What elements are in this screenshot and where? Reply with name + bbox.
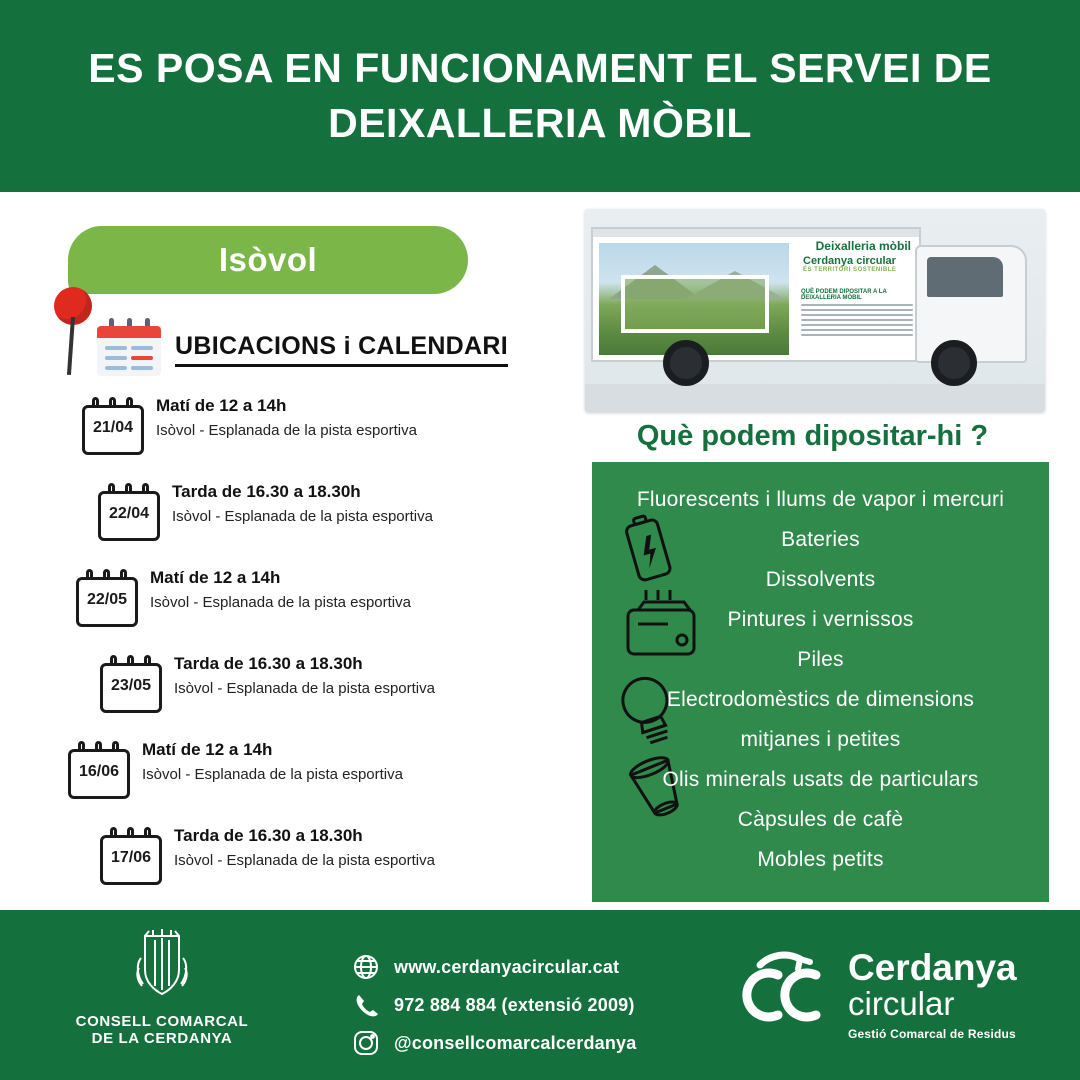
schedule-date: 16/06 [78,763,120,780]
truck-logo-main: Cerdanya [803,255,854,267]
schedule-text [142,739,403,785]
accepted-item: Electrodomèstics de dimensions [666,688,975,711]
truck-info-line [801,314,913,316]
accepted-item: Fluorescents i llums de vapor i mercuri [636,488,1005,511]
truck-graphic-frame [621,275,769,333]
schedule-location: Isòvol - Esplanada de la pista esportiva [174,852,435,870]
schedule-time: Tarda de 16.30 a 18.30h [174,826,363,845]
schedule-location: Isòvol - Esplanada de la pista esportiva [172,508,433,526]
accepted-item: Bateries [781,528,860,551]
calendar-cell [105,346,127,350]
phone-text: 972 884 884 (extensió 2009) [394,994,635,1015]
right-column [545,192,1080,910]
contact-phone[interactable] [352,986,732,1024]
calendar-cell [131,366,153,370]
schedule-item [0,559,545,645]
truck-info-line [801,319,913,321]
accepted-item: Dissolvents [765,568,876,591]
accepted-items-question: Què podem dipositar-hi ? [636,420,989,452]
truck-info-line [801,329,913,331]
council-logo [52,928,272,1047]
map-pin-needle [67,317,75,375]
calendar-cell [131,346,153,350]
schedule-time: Matí de 12 a 14h [156,396,287,415]
truck-window [927,257,1003,297]
header-title-line1: ES POSA EN FUNCIONAMENT EL SERVEI DE [88,44,992,91]
town-name: Isòvol [218,241,318,278]
website-text: www.cerdanyacircular.cat [394,956,620,977]
schedule-date: 22/05 [86,591,128,608]
calendar-icon [97,318,161,378]
date-calendar-icon [76,569,138,627]
accepted-item: Càpsules de cafè [737,808,904,831]
truck-wheel [663,340,709,386]
schedule-location: Isòvol - Esplanada de la pista esportiva [142,766,403,784]
contact-website[interactable] [352,948,732,986]
schedule-location: Isòvol - Esplanada de la pista esportiva [150,594,411,612]
schedule-text [174,825,435,871]
schedule-text [156,395,417,441]
brand-tagline: Gestió Comarcal de Residus [848,1026,1016,1041]
schedule-list [0,387,545,903]
date-calendar-icon [100,827,162,885]
phone-icon [352,991,394,1019]
date-calendar-icon [82,397,144,455]
mobile-waste-truck-photo [585,209,1045,412]
accepted-item: Piles [797,648,844,671]
schedule-item [0,387,545,473]
schedule-time: Matí de 12 a 14h [150,568,281,587]
left-column [0,192,545,910]
truck-landscape-graphic [599,243,789,355]
calendar-header-bar [97,326,161,338]
contact-instagram[interactable] [352,1024,732,1062]
truck-label: Deixalleria mòbil [815,239,911,253]
truck-cc-logo [803,255,896,274]
map-pin-icon [50,287,98,377]
calendar-cell [105,356,127,360]
section-title: UBICACIONS i CALENDARI [175,332,508,367]
header-title-line2: DEIXALLERIA MÒBIL [328,100,752,146]
photo-ground [585,384,1045,412]
date-calendar-icon [98,483,160,541]
truck-info-line [801,304,913,306]
cc-monogram-icon [734,949,838,1041]
calendar-cell [105,366,127,370]
date-calendar-icon [68,741,130,799]
poster-footer [0,910,1080,1080]
instagram-text: @consellcomarcalcerdanya [394,1032,637,1053]
schedule-date: 22/04 [108,505,150,522]
schedule-date: 21/04 [92,419,134,436]
poster-header [0,0,1080,192]
accepted-item: Pintures i vernissos [727,608,914,631]
coat-of-arms-icon [131,928,193,1002]
schedule-date: 17/06 [110,849,152,866]
town-badge [68,226,468,294]
truck-logo-sub: circular [856,255,896,267]
truck-info-title: QUÈ PODEM DIPOSITAR A LA DEIXALLERIA MÒBIL [801,289,887,301]
truck-cab [915,245,1027,363]
schedule-text [150,567,411,613]
truck-info-line [801,324,913,326]
truck-info-line [801,309,913,311]
cerdanya-circular-logo [734,940,1034,1050]
calendar-cell-highlight [131,356,153,360]
truck-roof [593,229,919,237]
brand-words [848,949,1017,1040]
schedule-time: Matí de 12 a 14h [142,740,273,759]
accepted-item: mitjanes i petites [740,728,901,751]
schedule-location: Isòvol - Esplanada de la pista esportiva [156,422,417,440]
schedule-text [174,653,435,699]
truck-wheel [931,340,977,386]
schedule-item [0,645,545,731]
council-name-line1: CONSELL COMARCAL [75,1013,249,1030]
globe-icon [352,953,394,981]
instagram-icon [352,1029,394,1057]
schedule-time: Tarda de 16.30 a 18.30h [174,654,363,673]
truck-info-line [801,334,913,336]
schedule-item [0,817,545,903]
schedule-text [172,481,433,527]
date-calendar-icon [100,655,162,713]
council-name-line2: DE LA CERDANYA [91,1030,233,1047]
brand-name-1: Cerdanya [848,947,1017,989]
brand-name-2: circular [848,985,955,1023]
schedule-date: 23/05 [110,677,152,694]
schedule-time: Tarda de 16.30 a 18.30h [172,482,361,501]
accepted-item: Mobles petits [757,848,884,871]
accepted-items-panel [592,462,1049,902]
accepted-items-list [592,480,1049,880]
schedule-item [0,731,545,817]
schedule-location: Isòvol - Esplanada de la pista esportiva [174,680,435,698]
schedule-item [0,473,545,559]
contact-block [352,948,732,1062]
truck-cargo-box [591,227,921,362]
accepted-item: Olis minerals usats de particulars [662,768,979,791]
truck-logo-tagline: ÉS TERRITORI SOSTENIBLE [803,267,897,274]
truck-info-panel [801,289,913,339]
